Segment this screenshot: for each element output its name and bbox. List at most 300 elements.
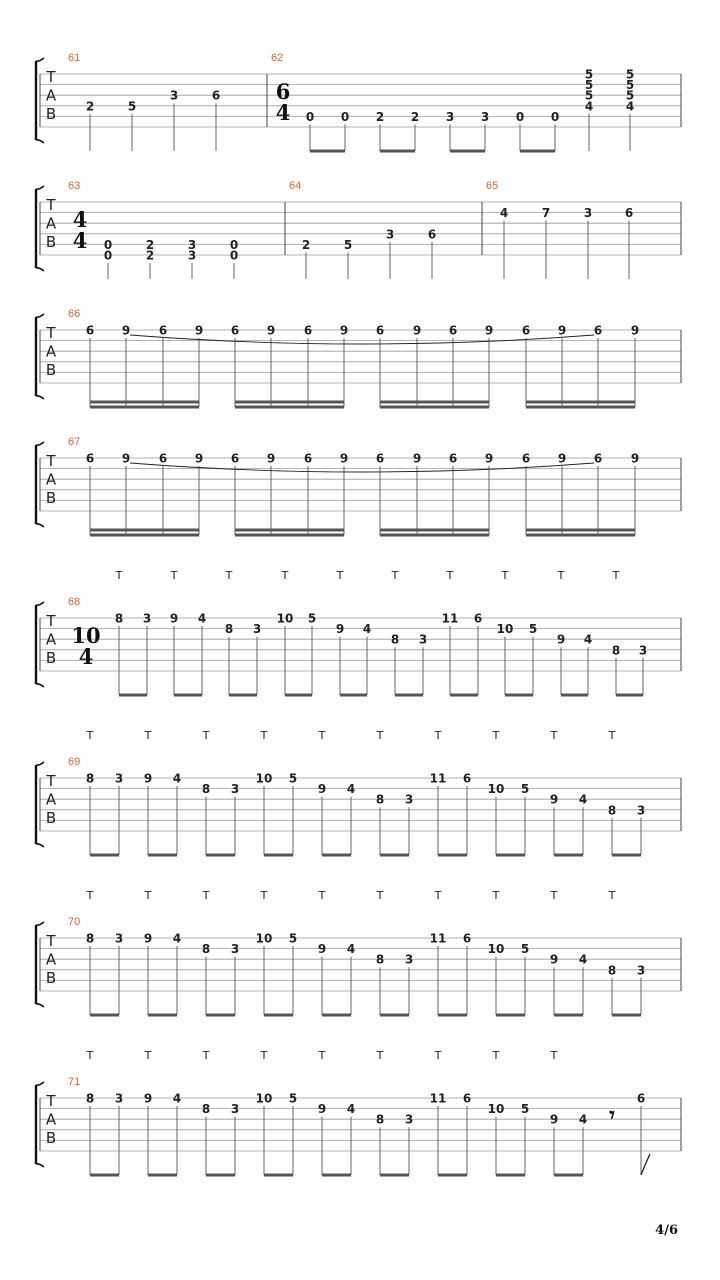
fret-number: 3 (583, 206, 593, 221)
bracket-bottom-hook (36, 1004, 44, 1007)
tab-clef-t: T (46, 612, 56, 630)
bracket-top-hook (36, 58, 44, 61)
note-beam (450, 694, 478, 697)
fret-number: 8 (607, 963, 617, 978)
note-beam (554, 1014, 583, 1017)
fret-number: 3 (142, 611, 152, 626)
fret-number: 8 (85, 931, 95, 946)
note-beam (554, 854, 583, 857)
eighth-rest: 𝄾 (609, 1102, 615, 1127)
fret-number: 4 (197, 611, 207, 626)
measure-number: 63 (68, 180, 81, 192)
fret-number: 9 (549, 1112, 559, 1127)
tapping-mark: T (318, 1049, 326, 1062)
fret-number: 6 (85, 323, 95, 338)
note-beam (438, 1174, 467, 1177)
fret-number: 6 (624, 206, 634, 221)
measure-number: 61 (68, 52, 81, 64)
note-beam (438, 854, 467, 857)
fret-number: 9 (556, 632, 566, 647)
fret-number: 9 (169, 611, 179, 626)
fret-number: 6 (158, 323, 168, 338)
tapping-mark: T (225, 569, 233, 582)
note-beam (206, 1174, 235, 1177)
fret-number: 9 (549, 952, 559, 967)
tapping-mark: T (144, 729, 152, 742)
fret-number: 9 (194, 451, 204, 466)
fret-number: 9 (121, 451, 131, 466)
note-beam (322, 1174, 351, 1177)
fret-number: 4 (578, 1112, 588, 1127)
fret-number: 4 (583, 632, 593, 647)
fret-number: 4 (346, 942, 356, 957)
fret-number: 4 (584, 99, 594, 114)
fret-number: 6 (448, 323, 458, 338)
time-signature-top: 10 (71, 623, 101, 648)
bracket-bottom-hook (36, 844, 44, 847)
tab-clef-b: B (45, 233, 57, 251)
fret-number: 3 (418, 632, 428, 647)
fret-number: 6 (462, 771, 472, 786)
tapping-mark: T (144, 889, 152, 902)
tapping-mark: T (612, 569, 620, 582)
tab-system-8 (36, 1049, 681, 1177)
note-beam (229, 694, 257, 697)
tab-clef-a: A (45, 214, 57, 233)
fret-number: 4 (172, 1091, 182, 1106)
tapping-mark: T (434, 729, 442, 742)
bracket-bottom-hook (36, 396, 44, 399)
note-flag (641, 1154, 650, 1175)
note-beam (340, 694, 367, 697)
fret-number: 10 (487, 782, 505, 797)
fret-number: 5 (625, 67, 635, 82)
fret-number: 6 (521, 323, 531, 338)
tab-clef-t: T (46, 452, 56, 470)
tab-clef-a: A (45, 342, 57, 361)
fret-number: 3 (114, 931, 124, 946)
fret-number: 10 (255, 1091, 273, 1106)
note-beam (206, 854, 235, 857)
note-beam (90, 534, 199, 537)
note-beam (438, 1014, 467, 1017)
note-beam (612, 1014, 641, 1017)
bracket-top-hook (36, 314, 44, 317)
note-beam (119, 694, 147, 697)
tapping-mark: T (376, 729, 384, 742)
fret-number: 6 (427, 227, 437, 242)
measure-number: 66 (68, 308, 81, 320)
fret-number: 0 (305, 109, 315, 124)
fret-number: 3 (638, 643, 648, 658)
fret-number: 9 (484, 451, 494, 466)
fret-number: 9 (339, 323, 349, 338)
tapping-mark: T (170, 569, 178, 582)
fret-number: 5 (625, 78, 635, 93)
tapping-mark: T (260, 729, 268, 742)
fret-number: 8 (390, 632, 400, 647)
fret-number: 4 (578, 792, 588, 807)
fret-number: 6 (303, 451, 313, 466)
bracket-bottom-hook (36, 1164, 44, 1167)
tapping-mark: T (336, 569, 344, 582)
note-beam (310, 150, 345, 153)
tab-system-5 (36, 569, 681, 697)
fret-number: 5 (288, 771, 298, 786)
fret-number: 5 (528, 622, 538, 637)
tapping-mark: T (115, 569, 123, 582)
fret-number: 6 (448, 451, 458, 466)
note-beam (526, 529, 635, 532)
note-beam (380, 854, 409, 857)
fret-number: 8 (375, 1112, 385, 1127)
fret-number: 9 (317, 1102, 327, 1117)
tapping-mark: T (550, 1049, 558, 1062)
fret-number: 8 (607, 803, 617, 818)
time-signature-top: 4 (72, 207, 88, 232)
fret-number: 2 (145, 237, 155, 252)
fret-number: 10 (487, 1102, 505, 1117)
fret-number: 3 (230, 1102, 240, 1117)
fret-number: 6 (158, 451, 168, 466)
fret-number: 5 (584, 88, 594, 103)
time-signature-bottom: 4 (72, 228, 88, 253)
fret-number: 2 (301, 237, 311, 252)
fret-number: 3 (230, 782, 240, 797)
tab-clef-b: B (45, 489, 57, 507)
note-beam (322, 854, 351, 857)
fret-number: 3 (252, 622, 262, 637)
tab-clef-b: B (45, 105, 57, 123)
fret-number: 3 (404, 792, 414, 807)
fret-number: 9 (630, 451, 640, 466)
fret-number: 8 (201, 1102, 211, 1117)
fret-number: 3 (404, 1112, 414, 1127)
measure-number: 67 (68, 436, 81, 448)
note-beam (526, 406, 635, 409)
fret-number: 2 (85, 99, 95, 114)
fret-number: 6 (230, 451, 240, 466)
measure-number: 70 (68, 916, 81, 928)
fret-number: 5 (127, 99, 137, 114)
note-beam (235, 406, 344, 409)
fret-number: 5 (625, 88, 635, 103)
fret-number: 9 (266, 323, 276, 338)
fret-number: 11 (429, 931, 447, 946)
fret-number: 4 (625, 99, 635, 114)
note-beam (561, 694, 588, 697)
fret-number: 4 (346, 1102, 356, 1117)
fret-number: 5 (520, 942, 530, 957)
fret-number: 11 (429, 771, 447, 786)
fret-number: 0 (229, 237, 239, 252)
fret-number: 7 (541, 206, 551, 221)
bracket-top-hook (36, 442, 44, 445)
fret-number: 10 (496, 622, 514, 637)
tab-clef-t: T (46, 932, 56, 950)
tab-clef-a: A (45, 470, 57, 489)
fret-number: 8 (85, 771, 95, 786)
fret-number: 6 (462, 1091, 472, 1106)
tab-system-4 (36, 436, 681, 537)
fret-number: 3 (480, 109, 490, 124)
tab-clef-b: B (45, 969, 57, 987)
fret-number: 3 (636, 803, 646, 818)
note-beam (612, 854, 641, 857)
tapping-mark: T (202, 1049, 210, 1062)
measure-number: 65 (486, 180, 499, 192)
fret-number: 8 (201, 782, 211, 797)
fret-number: 3 (230, 942, 240, 957)
fret-number: 5 (520, 782, 530, 797)
note-beam (285, 694, 312, 697)
fret-number: 9 (266, 451, 276, 466)
note-beam (395, 694, 423, 697)
note-beam (554, 1174, 583, 1177)
tab-clef-t: T (46, 324, 56, 342)
note-beam (264, 1174, 293, 1177)
tapping-mark: T (318, 729, 326, 742)
fret-number: 9 (557, 323, 567, 338)
note-beam (90, 406, 199, 409)
fret-number: 8 (611, 643, 621, 658)
fret-number: 6 (636, 1091, 646, 1106)
tapping-mark: T (434, 889, 442, 902)
bracket-bottom-hook (36, 140, 44, 143)
note-beam (616, 694, 643, 697)
fret-number: 3 (114, 771, 124, 786)
fret-number: 8 (114, 611, 124, 626)
note-beam (206, 1014, 235, 1017)
tab-clef-t: T (46, 1092, 56, 1110)
tab-systems (36, 52, 681, 1177)
page-number: 4/6 (655, 1223, 678, 1238)
time-signature-top: 6 (275, 79, 291, 104)
fret-number: 6 (230, 323, 240, 338)
tab-clef-a: A (45, 790, 57, 809)
tapping-mark: T (260, 1049, 268, 1062)
note-beam (520, 150, 555, 153)
fret-number: 3 (385, 227, 395, 242)
fret-number: 5 (288, 931, 298, 946)
fret-number: 0 (340, 109, 350, 124)
tapping-mark: T (318, 889, 326, 902)
fret-number: 9 (121, 323, 131, 338)
bracket-top-hook (36, 1082, 44, 1085)
tapping-mark: T (391, 569, 399, 582)
measure-number: 71 (68, 1076, 81, 1088)
note-beam (90, 529, 199, 532)
tab-system-3 (36, 308, 681, 409)
tab-clef-a: A (45, 1110, 57, 1129)
bracket-bottom-hook (36, 684, 44, 687)
fret-number: 8 (375, 792, 385, 807)
fret-number: 10 (276, 611, 294, 626)
fret-number: 0 (103, 248, 113, 263)
fret-number: 9 (339, 451, 349, 466)
bracket-bottom-hook (36, 524, 44, 527)
fret-number: 4 (499, 206, 509, 221)
fret-number: 0 (103, 237, 113, 252)
fret-number: 9 (630, 323, 640, 338)
fret-number: 5 (307, 611, 317, 626)
fret-number: 4 (578, 952, 588, 967)
tapping-mark: T (202, 889, 210, 902)
tapping-mark: T (260, 889, 268, 902)
note-beam (380, 1014, 409, 1017)
tab-clef-b: B (45, 361, 57, 379)
fret-number: 6 (85, 451, 95, 466)
fret-number: 4 (362, 622, 372, 637)
fret-number: 6 (473, 611, 483, 626)
measure-number: 64 (289, 180, 302, 192)
tapping-mark: T (492, 889, 500, 902)
tapping-mark: T (608, 889, 616, 902)
note-beam (526, 401, 635, 404)
fret-number: 8 (85, 1091, 95, 1106)
tab-clef-b: B (45, 809, 57, 827)
fret-number: 5 (584, 67, 594, 82)
tapping-mark: T (501, 569, 509, 582)
tapping-mark: T (281, 569, 289, 582)
note-beam (148, 854, 177, 857)
note-beam (90, 1174, 119, 1177)
fret-number: 6 (462, 931, 472, 946)
fret-number: 6 (375, 451, 385, 466)
fret-number: 9 (143, 1091, 153, 1106)
fret-number: 8 (375, 952, 385, 967)
fret-number: 10 (255, 771, 273, 786)
fret-number: 8 (224, 622, 234, 637)
note-beam (505, 694, 533, 697)
note-beam (235, 529, 344, 532)
bracket-bottom-hook (36, 268, 44, 271)
fret-number: 2 (375, 109, 385, 124)
tapping-mark: T (434, 1049, 442, 1062)
tab-clef-t: T (46, 772, 56, 790)
fret-number: 6 (375, 323, 385, 338)
time-signature-bottom: 4 (78, 644, 94, 669)
fret-number: 9 (557, 451, 567, 466)
bracket-top-hook (36, 922, 44, 925)
fret-number: 6 (593, 451, 603, 466)
note-beam (235, 401, 344, 404)
bracket-top-hook (36, 762, 44, 765)
fret-number: 9 (317, 782, 327, 797)
note-beam (496, 854, 525, 857)
note-beam (380, 529, 489, 532)
tapping-mark: T (86, 1049, 94, 1062)
tab-system-1 (36, 52, 681, 153)
fret-number: 4 (172, 931, 182, 946)
fret-number: 3 (114, 1091, 124, 1106)
tab-clef-b: B (45, 1129, 57, 1147)
fret-number: 9 (335, 622, 345, 637)
note-beam (526, 534, 635, 537)
note-beam (380, 150, 415, 153)
tab-clef-a: A (45, 950, 57, 969)
note-beam (380, 401, 489, 404)
fret-number: 9 (194, 323, 204, 338)
note-beam (380, 534, 489, 537)
fret-number: 6 (593, 323, 603, 338)
note-beam (148, 1174, 177, 1177)
tapping-mark: T (446, 569, 454, 582)
fret-number: 3 (445, 109, 455, 124)
fret-number: 6 (521, 451, 531, 466)
fret-number: 9 (412, 451, 422, 466)
fret-number: 5 (288, 1091, 298, 1106)
fret-number: 11 (429, 1091, 447, 1106)
note-beam (450, 150, 485, 153)
measure-number: 68 (68, 596, 81, 608)
tapping-mark: T (492, 729, 500, 742)
tapping-mark: T (608, 729, 616, 742)
fret-number: 9 (412, 323, 422, 338)
measure-number: 62 (271, 52, 284, 64)
note-beam (264, 1014, 293, 1017)
tapping-mark: T (492, 1049, 500, 1062)
fret-number: 2 (410, 109, 420, 124)
note-beam (174, 694, 202, 697)
fret-number: 5 (520, 1102, 530, 1117)
fret-number: 3 (636, 963, 646, 978)
fret-number: 6 (303, 323, 313, 338)
measure-number: 69 (68, 756, 81, 768)
note-beam (90, 401, 199, 404)
fret-number: 4 (346, 782, 356, 797)
fret-number: 10 (487, 942, 505, 957)
tab-system-6 (36, 729, 681, 857)
fret-number: 6 (211, 88, 221, 103)
fret-number: 9 (143, 771, 153, 786)
note-beam (264, 854, 293, 857)
fret-number: 8 (201, 942, 211, 957)
fret-number: 9 (484, 323, 494, 338)
note-beam (380, 1174, 409, 1177)
time-signature-bottom: 4 (275, 100, 291, 125)
fret-number: 4 (172, 771, 182, 786)
tapping-mark: T (557, 569, 565, 582)
tapping-mark: T (376, 1049, 384, 1062)
note-beam (90, 1014, 119, 1017)
tab-clef-t: T (46, 68, 56, 86)
tapping-mark: T (550, 729, 558, 742)
tapping-mark: T (144, 1049, 152, 1062)
tapping-mark: T (86, 729, 94, 742)
note-beam (90, 854, 119, 857)
note-beam (148, 1014, 177, 1017)
note-beam (380, 406, 489, 409)
fret-number: 11 (441, 611, 459, 626)
fret-number: 10 (255, 931, 273, 946)
fret-number: 9 (549, 792, 559, 807)
note-beam (322, 1014, 351, 1017)
tab-system-7 (36, 889, 681, 1017)
fret-number: 5 (584, 78, 594, 93)
fret-number: 9 (143, 931, 153, 946)
tab-clef-a: A (45, 630, 57, 649)
tab-clef-b: B (45, 649, 57, 667)
bracket-top-hook (36, 186, 44, 189)
tab-clef-a: A (45, 86, 57, 105)
tapping-mark: T (376, 889, 384, 902)
tapping-mark: T (86, 889, 94, 902)
fret-number: 0 (515, 109, 525, 124)
fret-number: 0 (550, 109, 560, 124)
note-beam (496, 1014, 525, 1017)
fret-number: 3 (187, 248, 197, 263)
